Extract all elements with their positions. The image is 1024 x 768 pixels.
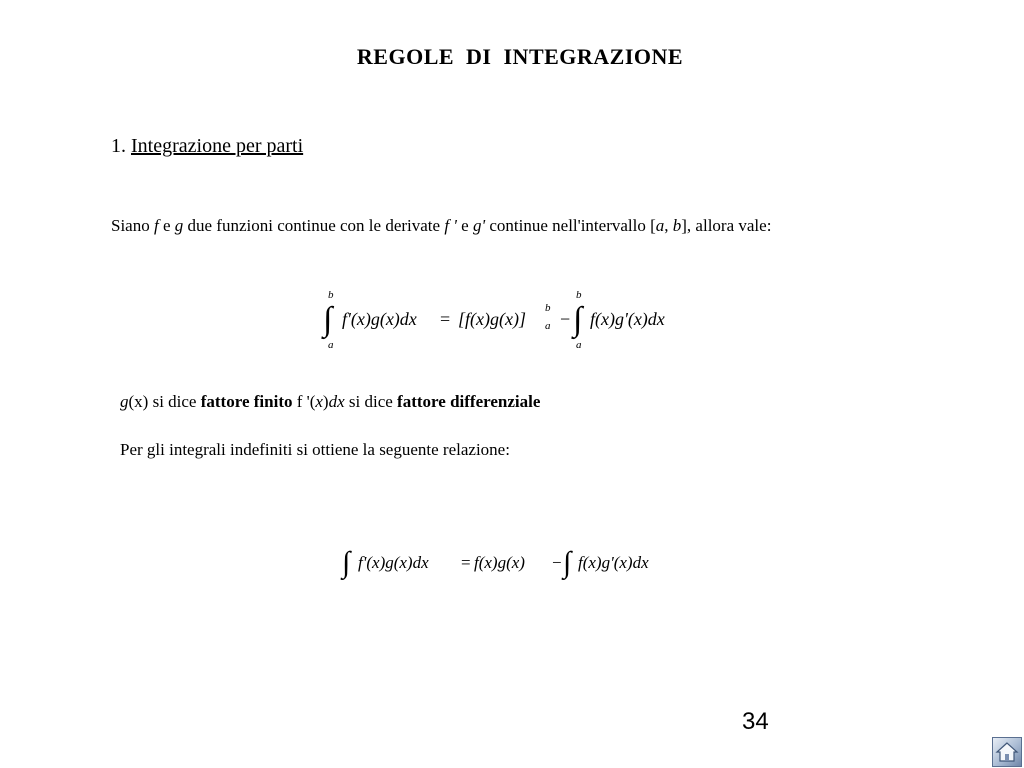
- definite-integral-formula: [318, 284, 698, 354]
- home-icon: [993, 738, 1021, 766]
- minus-sign: −: [552, 553, 562, 572]
- rhs-integrand: f(x)g'(x)dx: [590, 309, 665, 329]
- indefinite-integral-formula: [340, 540, 690, 586]
- indefinite-intro: Per gli integrali indefiniti si ottiene la seguente relazione:: [120, 440, 510, 459]
- lhs-integrand: f'(x)g(x)dx: [358, 553, 429, 572]
- lhs-integrand: f'(x)g(x)dx: [342, 309, 417, 329]
- lower-limit: a: [328, 339, 334, 351]
- integral-sign-icon: ∫: [323, 301, 333, 338]
- section-heading: [111, 135, 303, 158]
- section-label: Integrazione per parti: [131, 135, 304, 157]
- minus-sign: −: [560, 309, 571, 329]
- bracket-term: [f(x)g(x)]: [458, 309, 526, 329]
- integral-sign-icon: ∫: [342, 546, 351, 579]
- equals-sign: =: [440, 309, 451, 329]
- bracket-lower: a: [545, 320, 551, 332]
- equals-sign: =: [461, 553, 471, 572]
- lower-limit-2: a: [576, 339, 582, 351]
- integral-sign-icon: ∫: [573, 301, 583, 338]
- bracket-upper: b: [545, 302, 551, 314]
- slide-title: REGOLE DI INTEGRAZIONE: [356, 44, 684, 69]
- definition-line: g(x) si dice fattore finito f '(x)dx si dice fattore differenziale: [120, 392, 541, 411]
- intro-paragraph: Siano f e g due funzioni continue con le derivate f ' e g' continue nell'intervallo [a, b], allora vale:: [111, 216, 772, 235]
- upper-limit-2: b: [576, 289, 582, 301]
- integral-sign-icon: ∫: [563, 546, 572, 579]
- middle-term: f(x)g(x): [474, 553, 525, 572]
- section-number: 1.: [111, 135, 126, 157]
- rhs-integrand: f(x)g'(x)dx: [578, 553, 649, 572]
- home-button[interactable]: [992, 737, 1022, 767]
- upper-limit: b: [328, 289, 334, 301]
- page-number: 34: [742, 708, 769, 735]
